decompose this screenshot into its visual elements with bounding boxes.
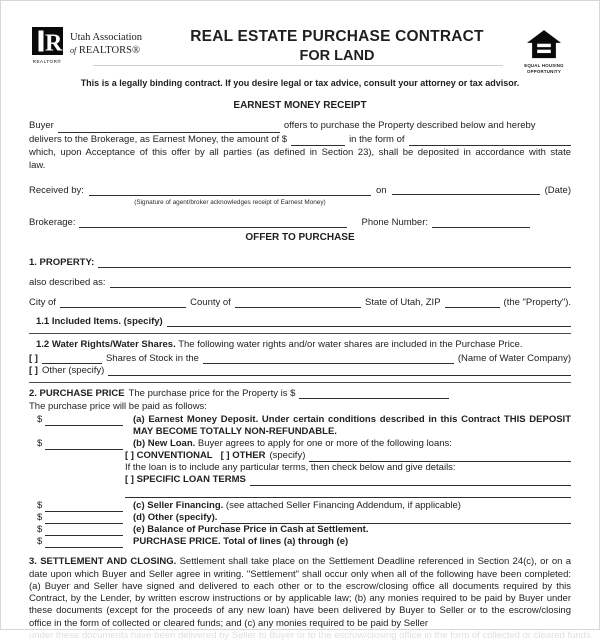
checkbox-other-loan[interactable]: [ ] OTHER <box>220 450 266 462</box>
title-line2: FOR LAND <box>299 48 375 64</box>
included-items-label: 1.1 Included Items. (specify) <box>36 316 163 328</box>
property-description-blank[interactable] <box>98 258 571 268</box>
phone-number-blank[interactable] <box>432 218 530 228</box>
total-price-row <box>37 536 571 548</box>
zip-blank[interactable] <box>445 298 500 308</box>
dollar-sign-a: $ <box>37 414 43 426</box>
received-by-row <box>29 185 571 208</box>
water-company-blank[interactable] <box>203 354 454 364</box>
equal-housing-icon <box>527 30 561 60</box>
brokerage-label: Brokerage: <box>29 217 76 229</box>
other-loan-blank[interactable] <box>309 452 571 462</box>
association-line1: Utah Association <box>70 32 143 43</box>
water-rights-label: 1.2 Water Rights/Water Shares. <box>36 339 176 351</box>
property-label: 1. PROPERTY: <box>29 257 95 269</box>
dollar-sign-total: $ <box>37 536 43 548</box>
form-of-text: in the form of <box>349 133 405 145</box>
dollar-sign-c: $ <box>37 500 43 512</box>
title-line1: REAL ESTATE PURCHASE CONTRACT <box>190 28 484 45</box>
county-blank[interactable] <box>235 298 361 308</box>
checkbox-conventional[interactable]: [ ] CONVENTIONAL <box>125 450 213 462</box>
association-name <box>70 27 142 64</box>
offers-text: offers to purchase the Property described below and hereby <box>283 120 536 132</box>
svg-text:R: R <box>44 30 62 57</box>
dollar-sign-e: $ <box>37 524 43 536</box>
association-line2: REALTORS® <box>78 44 140 56</box>
earnest-deposit-text: (a) Earnest Money Deposit. Under certain conditions described in this Contract THIS DEPOSIT MAY BECOME TOTALLY NON-REFUNDABLE. <box>133 414 571 438</box>
earnest-amount-blank[interactable] <box>291 135 345 146</box>
offer-to-purchase-heading: OFFER TO PURCHASE <box>245 232 355 244</box>
new-loan-text: Buyer agrees to apply for one or more of the following loans: <box>197 438 452 450</box>
seller-financing-label: (c) Seller Financing. <box>133 500 224 512</box>
received-date-blank[interactable] <box>392 185 540 195</box>
date-label: (Date) <box>544 185 571 197</box>
received-by-signature-blank[interactable] <box>89 185 371 196</box>
city-label: City of <box>29 297 56 309</box>
on-label: on <box>376 185 387 197</box>
water-rights-heading <box>36 339 571 351</box>
header <box>29 27 573 74</box>
received-by-label: Received by: <box>29 185 84 197</box>
buyer-label: Buyer <box>29 120 54 132</box>
checkbox-specific-loan-terms[interactable]: [ ] SPECIFIC LOAN TERMS <box>125 474 246 486</box>
specific-loan-terms-blank[interactable] <box>250 476 571 486</box>
faded-cutoff-line: under these documents have been delivered by Seller to Buyer or to the escrow/closing office in the form of collected or cleared funds. <box>29 630 594 642</box>
phone-number-label: Phone Number: <box>361 217 429 229</box>
paid-as-follows-text: The purchase price will be paid as follows: <box>29 401 207 413</box>
dollar-sign-d: $ <box>37 512 43 524</box>
property-paren-label: (the "Property"). <box>503 297 571 309</box>
amount-c-blank[interactable] <box>45 502 123 512</box>
water-company-paren-label: (Name of Water Company) <box>457 353 571 365</box>
delivers-text: delivers to the Brokerage, as Earnest Money, the amount of $ <box>29 133 288 145</box>
equal-housing-logo <box>515 27 573 74</box>
buyer-name-blank[interactable] <box>58 122 280 133</box>
included-items-row <box>36 316 571 327</box>
also-described-label: also described as: <box>29 277 106 289</box>
seller-financing-row <box>37 500 571 512</box>
buyer-paragraph <box>29 119 571 172</box>
association-of: of <box>70 45 77 55</box>
new-loan-label: (b) New Loan. <box>133 438 196 450</box>
other-amount-label: (d) Other (specify). <box>133 512 218 524</box>
amount-a-blank[interactable] <box>45 416 123 426</box>
purchase-price-blank[interactable] <box>299 389 449 399</box>
settlement-text: Settlement shall take place on the Settlement Deadline referenced in Section 24(c), or on a date upon which Buyer and Seller agree in writing. "Settlement" shall occur only when all of the following have been completed: (a) Buyer and Seller have signed and delivered to each other or to the escrow/closing office all documents required by this Contract, by the Lender, by written escrow instructions or by applicable law; (b) any monies required to be paid by Buyer under these documents (except for the proceeds of any new loan) have been delivered by Buyer to Seller or to the escrow/closing office in the form of collected or cleared funds; and (c) any monies required to be paid by Seller <box>29 556 572 629</box>
earnest-deposit-row <box>37 414 571 438</box>
balance-label: (e) Balance of Purchase Price in Cash at Settlement. <box>133 524 369 536</box>
realtor-logo-caption: REALTOR® <box>32 59 62 64</box>
brokerage-blank[interactable] <box>79 218 347 228</box>
also-described-blank[interactable] <box>110 278 571 288</box>
specific-loan-terms-row <box>125 474 571 486</box>
county-label: County of <box>190 297 231 309</box>
scan-artifact-line <box>93 65 503 66</box>
purchase-price-label: 2. PURCHASE PRICE <box>29 388 125 400</box>
state-zip-label: State of Utah, ZIP <box>365 297 441 309</box>
equal-housing-caption: EQUAL HOUSING OPPORTUNITY <box>524 63 564 74</box>
uar-logo <box>29 27 159 64</box>
new-loan-row <box>37 438 571 450</box>
amount-b-blank[interactable] <box>45 440 123 450</box>
loan-type-row <box>125 450 571 462</box>
water-shares-row <box>29 353 571 364</box>
included-items-blank[interactable] <box>167 317 571 327</box>
property-row <box>29 257 571 268</box>
brokerage-row <box>29 217 571 228</box>
deposit-text-line4: law. <box>29 160 46 172</box>
shares-of-stock-label: Shares of Stock in the <box>105 353 199 365</box>
total-price-label: PURCHASE PRICE. Total of lines (a) through (e) <box>133 536 349 548</box>
water-other-blank[interactable] <box>108 366 571 376</box>
loan-terms-note: If the loan is to include any particular terms, then check below and give details: <box>125 462 456 474</box>
purchase-price-text: The purchase price for the Property is $ <box>128 388 296 400</box>
amount-d-blank[interactable] <box>45 514 123 524</box>
section-divider <box>29 333 571 334</box>
section-divider-2 <box>29 382 571 383</box>
dollar-sign-b: $ <box>37 438 43 450</box>
water-other-label: Other (specify) <box>41 365 105 377</box>
purchase-price-heading-row <box>29 388 571 399</box>
settlement-heading: 3. SETTLEMENT AND CLOSING. <box>29 556 177 568</box>
realtor-logo <box>29 27 65 64</box>
water-rights-text: The following water rights and/or water shares are included in the Purchase Price. <box>178 339 523 351</box>
realtor-r-icon <box>32 27 63 55</box>
specific-loan-terms-continuation-blank[interactable] <box>125 486 571 498</box>
deposit-text-line3: which, upon Acceptance of this offer by all parties (as defined in Section 23), shall be deposited in accordance with state <box>29 146 571 158</box>
signature-note: (Signature of agent/broker acknowledges receipt of Earnest Money) <box>134 199 326 207</box>
water-other-row <box>29 365 571 376</box>
checkbox-water-other[interactable]: [ ] <box>29 365 38 377</box>
checkbox-water-shares[interactable]: [ ] <box>29 353 38 365</box>
earnest-money-receipt-heading: EARNEST MONEY RECEIPT <box>233 100 367 112</box>
amount-total-blank[interactable] <box>45 538 123 548</box>
document-title <box>159 27 515 64</box>
city-county-row <box>29 297 571 308</box>
balance-row <box>37 524 571 536</box>
settlement-paragraph <box>29 556 571 630</box>
amount-e-blank[interactable] <box>45 526 123 536</box>
binding-notice: This is a legally binding contract. If you desire legal or tax advice, consult your attorney or tax advisor. <box>80 78 520 89</box>
other-amount-blank[interactable] <box>221 514 571 524</box>
specify-label: (specify) <box>269 450 306 462</box>
water-shares-qty-blank[interactable] <box>42 354 102 364</box>
also-described-row <box>29 277 571 288</box>
city-blank[interactable] <box>60 298 186 308</box>
seller-financing-text: (see attached Seller Financing Addendum, if applicable) <box>225 500 461 512</box>
other-amount-row <box>37 512 571 524</box>
payment-form-blank[interactable] <box>409 135 571 146</box>
